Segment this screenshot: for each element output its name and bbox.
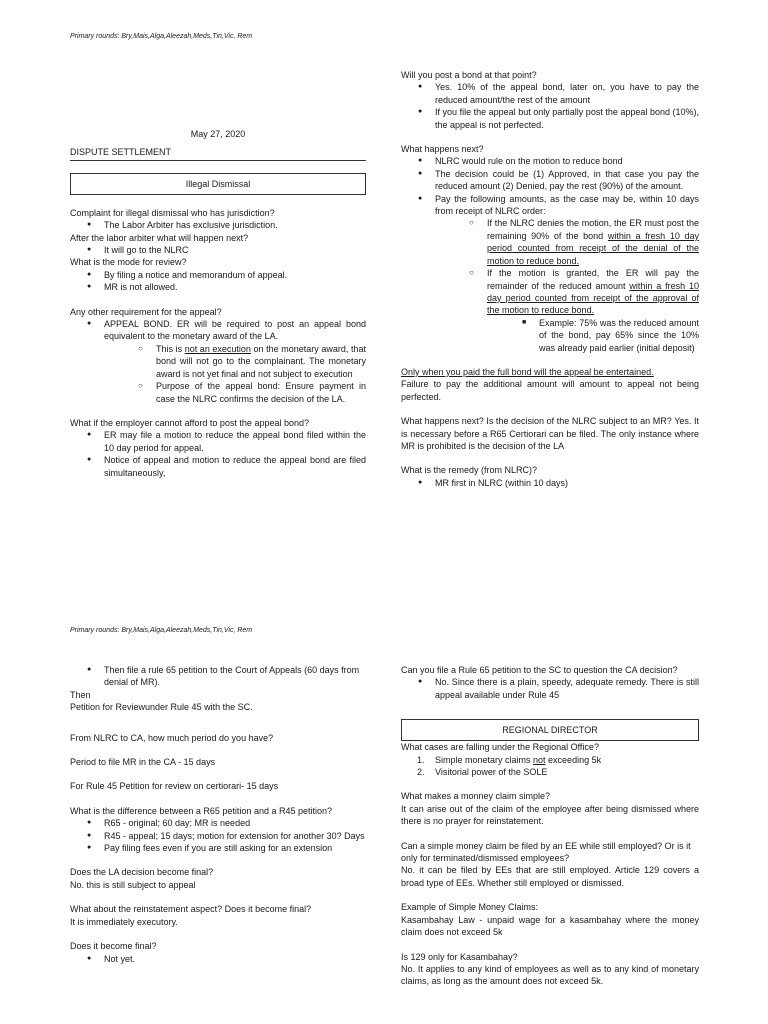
bullet-item: ● By filing a notice and memorandum of appeal. (70, 269, 366, 281)
bullet-item: ● MR is not allowed. (70, 281, 366, 293)
text-run: This is (156, 343, 185, 354)
underlined-text: within a fresh 10 day period counted from receipt of the denial of the motion to reduce bond. (487, 230, 700, 266)
question: Complaint for illegal dismissal who has jurisdiction? (70, 207, 275, 218)
paragraph: Period to file MR in the CA - 15 days (70, 757, 216, 768)
text-run: on the monetary award, that bond will not go to the complainant. The monetary award is not yet final and not subject to execution (156, 343, 366, 379)
right-column (401, 69, 699, 489)
text-run: Simple monetary claims (435, 754, 534, 765)
page-header: Primary rounds: Bry,Mais,Alga,Aleezah,Meds,Tin,Vic, Rem (70, 627, 253, 634)
sub-bullet-item: ○ Purpose of the appeal bond: Ensure payment in case the NLRC confirms the decision of the LA. (122, 380, 366, 405)
question: Is 129 only for Kasambahay? (401, 951, 518, 962)
paragraph: Then (70, 689, 91, 700)
answer: No. this is still subject to appeal (70, 879, 196, 890)
text-run: If the motion is granted, the ER will pay the remainder of the reduced amount (487, 268, 699, 291)
section-title: DISPUTE SETTLEMENT (70, 146, 366, 160)
bullet-item: ● ER may file a motion to reduce the appeal bond filed within the 10 day period for appeal. (70, 429, 366, 454)
underlined-text: within a fresh 10 day period counted from receipt of the approval of the motion to reduce bond. (487, 280, 699, 316)
bullet-item: ● MR first in NLRC (within 10 days) (401, 477, 699, 489)
question: What if the employer cannot afford to post the appeal bond? (70, 417, 309, 428)
bullet-item: ● The decision could be (1) Approved, in that case you pay the reduced amount (2) Denied, pay the rest (90%) of the amount. (401, 168, 699, 193)
left-column (70, 664, 366, 965)
question: What is the remedy (from NLRC)? (401, 465, 538, 476)
bullet-text: APPEAL BOND. ER will be required to post an appeal bond equivalent to the monetary award of the LA. (104, 319, 366, 342)
underlined-statement: Only when you paid the full bond will the appeal be entertained. (401, 366, 654, 377)
page-2 (0, 512, 768, 1024)
question: Can you file a Rule 65 petition to the SC to question the CA decision? (401, 665, 678, 675)
paragraph: Kasambahay Law - unpaid wage for a kasambahay where the money claim does not exceed 5k (401, 914, 699, 938)
paragraph: Example of Simple Money Claims: (401, 902, 539, 913)
left-column (70, 128, 366, 479)
bullet-text: Pay the following amounts, as the case may be, within 10 days from receipt of NLRC order: (435, 193, 699, 217)
paragraph: For Rule 45 Petition for review on certiorari- 15 days (70, 781, 279, 792)
question: What cases are falling under the Regional Office? (401, 742, 599, 753)
sub-bullet-item (453, 267, 699, 354)
answer: No. it can be filed by EEs that are still employed. Article 129 covers a broad type of EEs. Whether still employed or dismissed. (401, 865, 699, 888)
section-box-regional-director: REGIONAL DIRECTOR (401, 719, 699, 741)
text-run: Visitorial power of the SOLE (435, 767, 548, 778)
sub-bullet-item (122, 343, 366, 380)
bullet-item: ● Yes. 10% of the appeal bond, later on, you have to pay the reduced amount/the rest of the amount (401, 81, 699, 106)
bullet-item: ● Then file a rule 65 petition to the Court of Appeals (60 days from denial of MR). (70, 664, 366, 689)
underlined-text: not an execution (184, 343, 251, 354)
answer: No. It applies to any kind of employees as well as to any kind of monetary claims, as long as the amount does not exceed 5k. (401, 963, 699, 987)
answer: It can arise out of the claim of the employee after being dismissed where there is no prayer for reinstatement. (401, 803, 699, 827)
question: What is the mode for review? (70, 257, 187, 268)
question: Any other requirement for the appeal? (70, 306, 222, 317)
section-box-illegal-dismissal: Illegal Dismissal (70, 173, 366, 195)
page-header: Primary rounds: Bry,Mais,Alga,Aleezah,Meds,Tin,Vic, Rem (70, 33, 253, 40)
bullet-item: ● No. Since there is a plain, speedy, adequate remedy. There is still appeal available under Rule 45 (401, 676, 699, 701)
answer: It is immediately executory. (70, 916, 178, 927)
question: After the labor arbiter what will happen next? (70, 232, 249, 243)
question: What about the reinstatement aspect? Does it become final? (70, 904, 312, 915)
question: Can a simple money claim be filed by an EE while still employed? Or is it only for terminated/dismissed employees? (401, 840, 691, 864)
bullet-item (401, 193, 699, 354)
bullet-item: ● Notice of appeal and motion to reduce the appeal bond are filed simultaneously, (70, 454, 366, 479)
square-bullet-item: ■ Example: 75% was the reduced amount of the bond, pay 65% since the 10% was already paid earlier (initial deposit) (504, 317, 699, 354)
bullet-item (70, 318, 366, 405)
question: From NLRC to CA, how much period do you have? (70, 732, 274, 743)
question: What makes a monney claim simple? (401, 791, 551, 802)
question: What is the difference between a R65 petition and a R45 petition? (70, 805, 333, 816)
question: Will you post a bond at that point? (401, 70, 537, 80)
paragraph: What happens next? Is the decision of the NLRC subject to an MR? Yes. It is necessary before a R65 Certiorari can be filed. The only instance where MR is prohibited is the decision of the LA (401, 416, 699, 451)
bullet-item: ● It will go to the NLRC (70, 244, 366, 256)
sub-bullet-item (453, 217, 699, 267)
date: May 27, 2020 (190, 129, 246, 139)
question: Does the LA decision become final? (70, 867, 214, 878)
text-run: exceeding 5k (545, 754, 602, 765)
bullet-item: ● NLRC would rule on the motion to reduce bond (401, 155, 699, 167)
numbered-item: 2. Visitorial power of the SOLE (417, 767, 548, 778)
bullet-item: ● If you file the appeal but only partially post the appeal bond (10%), the appeal is not perfected. (401, 106, 699, 131)
bullet-item: ● R45 - appeal; 15 days; motion for extension for another 30? Days (70, 830, 366, 842)
text-run: If the NLRC denies the motion, the ER must post the remaining 90% of the bond (487, 218, 699, 241)
bullet-item: ● Pay filing fees even if you are still asking for an extension (70, 842, 366, 854)
numbered-item: 1. Simple monetary claims not exceeding 5k (417, 754, 602, 765)
bullet-item: ● Not yet. (70, 953, 366, 965)
paragraph: Petition for Reviewunder Rule 45 with the SC. (70, 702, 253, 713)
bullet-item: ● The Labor Arbiter has exclusive jurisdiction. (70, 219, 366, 231)
underlined-text: not (533, 754, 546, 765)
bullet-item: ● R65 - original; 60 day; MR is needed (70, 817, 366, 829)
question: Does it become final? (70, 941, 157, 952)
paragraph: Failure to pay the additional amount will amount to appeal not being perfected. (401, 379, 699, 402)
right-column (401, 664, 699, 988)
question: What happens next? (401, 144, 484, 155)
